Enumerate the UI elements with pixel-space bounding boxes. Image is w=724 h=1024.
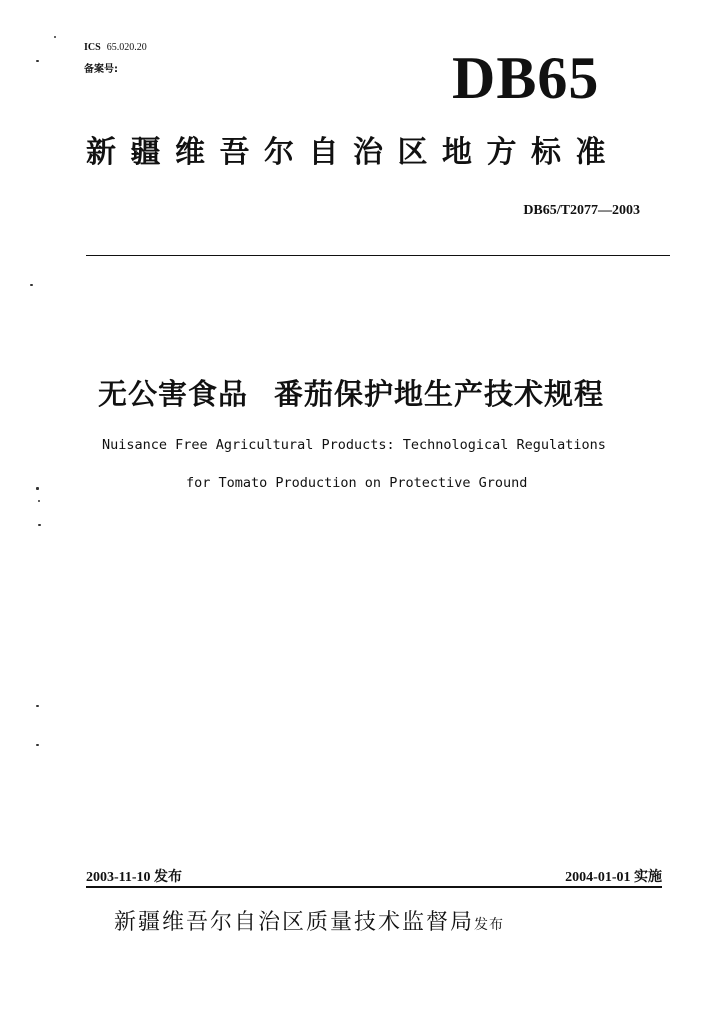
scan-speck (36, 744, 39, 746)
document-title-cn (98, 377, 605, 411)
ics-code: 65.020.20 (106, 42, 147, 53)
document-title-en-line1: Nuisance Free Agricultural Products: Technological Regulations (102, 437, 606, 453)
scan-speck (38, 524, 41, 526)
scan-speck (38, 500, 40, 502)
scan-speck (36, 60, 39, 62)
standard-class-heading: 新疆维吾尔自治区地方标准 (86, 135, 620, 170)
bottom-divider (86, 886, 662, 888)
standard-number: DB65/T2077—2003 (523, 203, 640, 218)
scan-speck (36, 705, 39, 707)
issue-date: 2003-11-10 发布 (86, 870, 183, 885)
scan-speck (54, 36, 56, 38)
scan-speck (36, 487, 39, 490)
record-number-label: 备案号: (84, 64, 118, 75)
title-cn-part2: 番茄保护地生产技术规程 (274, 377, 605, 411)
top-divider (86, 255, 670, 256)
publisher-name: 新疆维吾尔自治区质量技术监督局 (114, 910, 475, 935)
ics-classification (84, 42, 147, 53)
scan-speck (30, 284, 33, 286)
implementation-date: 2004-01-01 实施 (565, 870, 662, 885)
title-cn-part1: 无公害食品 (98, 377, 249, 411)
document-title-en-line2: for Tomato Production on Protective Ground (186, 475, 528, 491)
publisher (114, 912, 504, 934)
ics-label: ICS (84, 42, 101, 53)
publisher-suffix: 发布 (474, 917, 505, 933)
db65-logo: DB65 (452, 45, 600, 111)
